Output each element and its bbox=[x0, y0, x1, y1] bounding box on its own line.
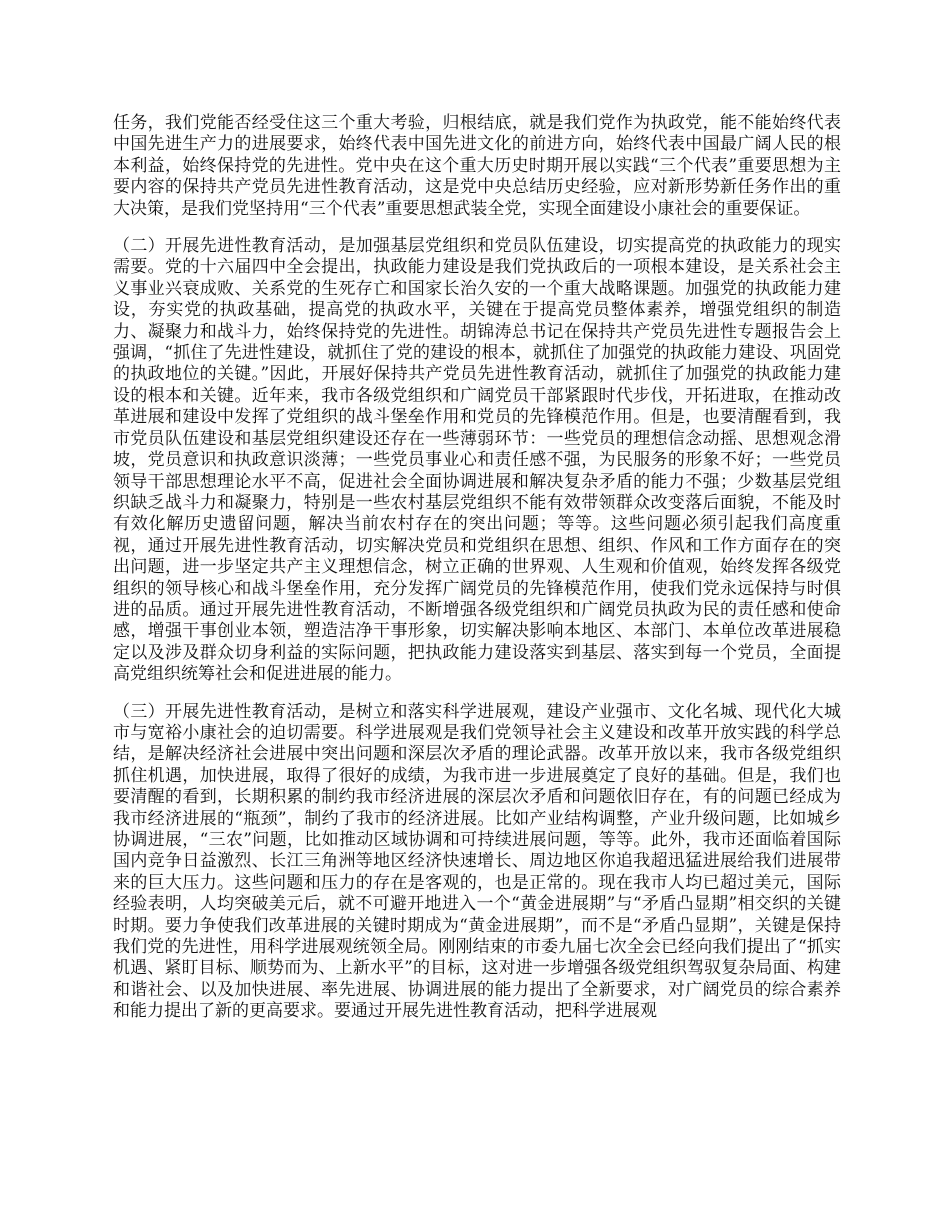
paragraph-section-3: （三）开展先进性教育活动，是树立和落实科学进展观，建设产业强市、文化名城、现代化大城市与宽裕小康社会的迫切需要。科学进展观是我们党领导社会主义建设和改革开放实践的科学总结，是解决经济社会进展中突出问题和深层次矛盾的理论武器。改革开放以来，我市各级党组织抓住机遇，加快进展，取得了很好的成绩，为我市进一步进展奠定了良好的基础。但是，我们也要清醒的看到，长期积累的制约我市经济进展的深层次矛盾和问题依旧存在，有的问题已经成为我市经济进展的“瓶颈”，制约了我市的经济进展。比如产业结构调整，产业升级问题，比如城乡协调进展，“三农”问题，比如推动区域协调和可持续进展问题，等等。此外，我市还面临着国际国内竞争日益激烈、长江三角洲等地区经济快速增长、周边地区你追我超迅猛进展给我们进展带来的巨大压力。这些问题和压力的存在是客观的，也是正常的。现在我市人均已超过美元，国际经验表明，人均突破美元后，就不可避开地进入一个“黄金进展期”与“矛盾凸显期”相交织的关键时期。要力争使我们改革进展的关键时期成为“黄金进展期”，而不是“矛盾凸显期”，关键是保持我们党的先进性，用科学进展观统领全局。刚刚结束的市委九届七次全会已经向我们提出了“抓实机遇、紧盯目标、顺势而为、上新水平”的目标，这对进一步增强各级党组织驾驭复杂局面、构建和谐社会、以及加快进展、率先进展、协调进展的能力提出了全新要求，对广阔党员的综合素养和能力提出了新的更高要求。要通过开展先进性教育活动，把科学进展观 bbox=[113, 701, 841, 1022]
paragraph-section-2: （二）开展先进性教育活动，是加强基层党组织和党员队伍建设，切实提高党的执政能力的现实需要。党的十六届四中全会提出，执政能力建设是我们党执政后的一项根本建设，是关系社会主义事业兴衰成败、关系党的生死存亡和国家长治久安的一个重大战略课题。加强党的执政能力建设，夯实党的执政基础，提高党的执政水平，关键在于提高党员整体素养，增强党组织的制造力、凝聚力和战斗力，始终保持党的先进性。胡锦涛总书记在保持共产党员先进性专题报告会上强调，“抓住了先进性建设，就抓住了党的建设的根本，就抓住了加强党的执政能力建设、巩固党的执政地位的关键。”因此，开展好保持共产党员先进性教育活动，就抓住了加强党的执政能力建设的根本和关键。近年来，我市各级党组织和广阔党员干部紧跟时代步伐，开拓进取，在推动改革进展和建设中发挥了党组织的战斗堡垒作用和党员的先锋模范作用。但是，也要清醒看到，我市党员队伍建设和基层党组织建设还存在一些薄弱环节：一些党员的理想信念动摇、思想观念滑坡，党员意识和执政意识淡薄；一些党员事业心和责任感不强，为民服务的形象不好；一些党员领导干部思想理论水平不高，促进社会全面协调进展和解决复杂矛盾的能力不强；少数基层党组织缺乏战斗力和凝聚力，特别是一些农村基层党组织不能有效带领群众改变落后面貌，不能及时有效化解历史遗留问题，解决当前农村存在的突出问题；等等。这些问题必须引起我们高度重视，通过开展先进性教育活动，切实解决党员和党组织在思想、组织、作风和工作方面存在的突出问题，进一步坚定共产主义理想信念，树立正确的世界观、人生观和价值观，始终发挥各级党组织的领导核心和战斗堡垒作用，充分发挥广阔党员的先锋模范作用，使我们党永远保持与时俱进的品质。通过开展先进性教育活动，不断增强各级党组织和广阔党员执政为民的责任感和使命感，增强干事创业本领，塑造洁净干事形象，切实解决影响本地区、本部门、本单位改革进展稳定以及涉及群众切身利益的实际问题，把执政能力建设落实到基层、落实到每一个党员，全面提高党组织统筹社会和促进进展的能力。 bbox=[113, 236, 841, 685]
paragraph-continuation: 任务，我们党能否经受住这三个重大考验，归根结底，就是我们党作为执政党，能不能始终代表中国先进生产力的进展要求，始终代表中国先进文化的前进方向，始终代表中国最广阔人民的根本利益，始终保持党的先进性。党中央在这个重大历史时期开展以实践“三个代表”重要思想为主要内容的保持共产党员先进性教育活动，这是党中央总结历史经验，应对新形势新任务作出的重大决策，是我们党坚持用“三个代表”重要思想武装全党，实现全面建设小康社会的重要保证。 bbox=[113, 113, 841, 219]
document-body bbox=[113, 113, 841, 1023]
